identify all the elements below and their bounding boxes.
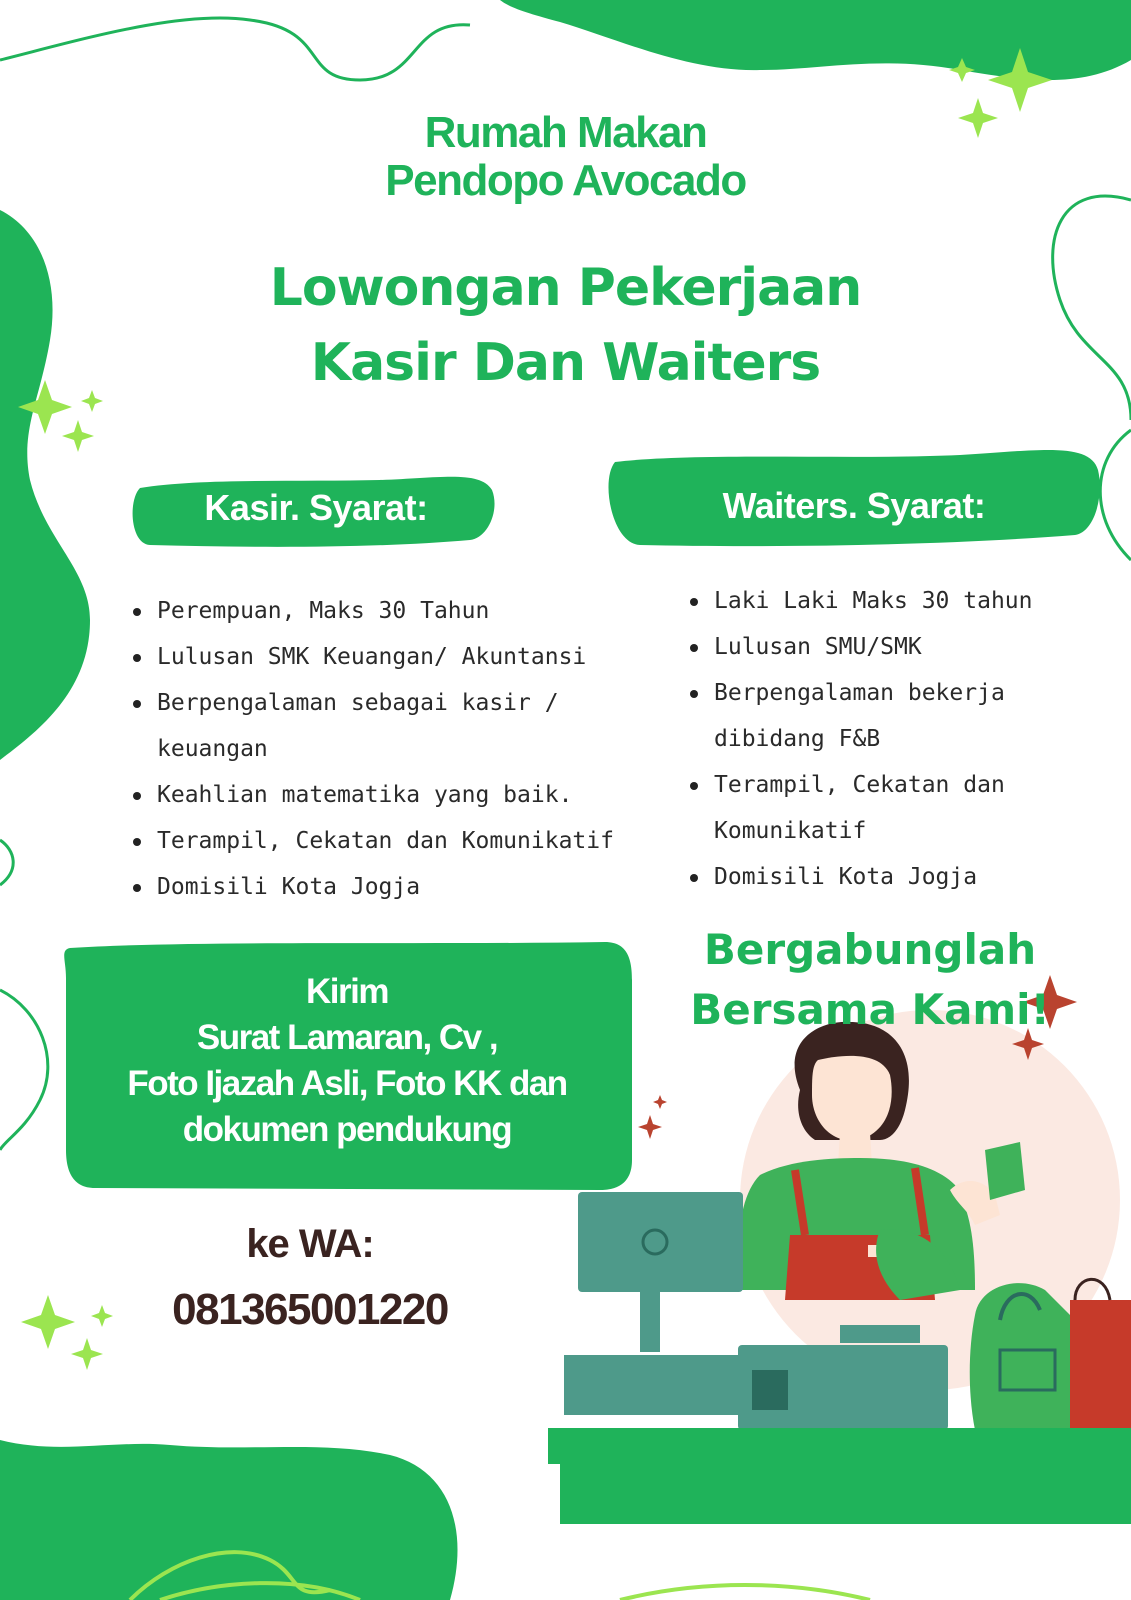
list-item: Domisili Kota Jogja (133, 864, 633, 910)
send-instruction-line-3: Foto Ijazah Asli, Foto KK dan (127, 1064, 567, 1103)
list-item: Terampil, Cekatan dan Komunikatif (133, 818, 633, 864)
restaurant-name-line-2: Pendopo Avocado (385, 156, 746, 205)
list-item: Lulusan SMK Keuangan/ Akuntansi (133, 634, 633, 680)
send-instruction-line-2: Surat Lamaran, Cv , (196, 1018, 498, 1057)
send-instruction-line-1: Kirim (306, 972, 388, 1011)
list-item: Berpengalaman bekerja dibidang F&B (690, 670, 1034, 762)
send-instruction-line-4: dokumen pendukung (182, 1110, 512, 1149)
job-title-line-2: Kasir Dan Waiters (310, 333, 821, 393)
kasir-heading: Kasir. Syarat: (204, 487, 428, 528)
job-title-line-1: Lowongan Pekerjaan (269, 258, 862, 318)
whatsapp-label: ke WA: (246, 1222, 374, 1266)
cta-line-1: Bergabunglah (703, 925, 1037, 974)
restaurant-name-line-1: Rumah Makan (424, 108, 707, 157)
waiters-heading: Waiters. Syarat: (722, 485, 986, 526)
list-item: Lulusan SMU/SMK (690, 624, 1070, 670)
list-item: Terampil, Cekatan dan Komunikatif (690, 762, 1034, 854)
list-item: Perempuan, Maks 30 Tahun (133, 588, 633, 634)
list-item: Berpengalaman sebagai kasir / keuangan (133, 680, 587, 772)
list-item: Keahlian matematika yang baik. (133, 772, 633, 818)
whatsapp-number: 081365001220 (172, 1285, 448, 1334)
list-item: Domisili Kota Jogja (690, 854, 1070, 900)
kasir-requirements-list (133, 588, 633, 910)
list-item: Laki Laki Maks 30 tahun (690, 578, 1070, 624)
waiters-requirements-list (690, 578, 1070, 900)
cta-line-2: Bersama Kami! (690, 985, 1050, 1034)
